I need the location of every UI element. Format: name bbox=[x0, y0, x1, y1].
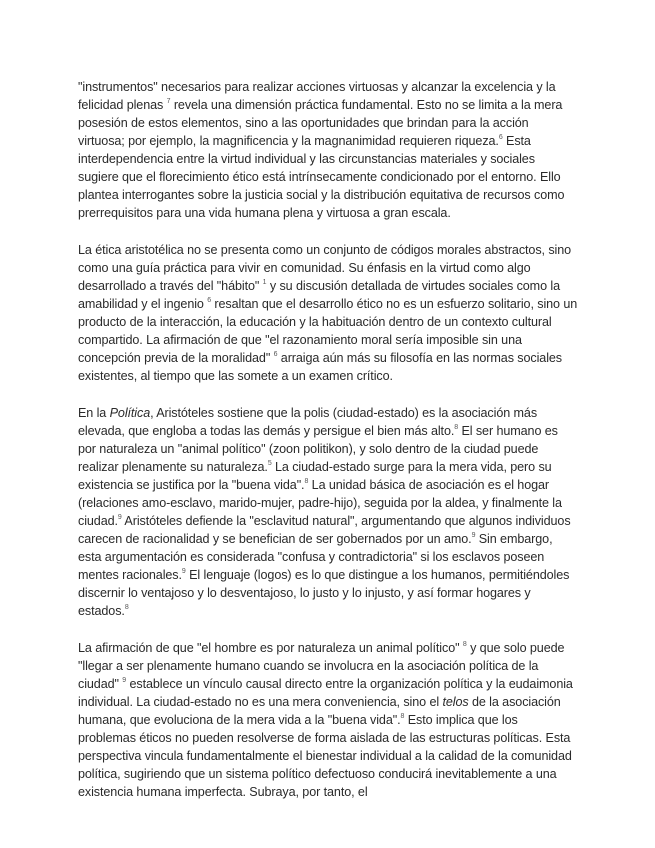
italic-text: telos bbox=[442, 694, 469, 709]
paragraph-text: y su discusión detallada de virtudes sociales como la amabilidad y el ingenio bbox=[78, 278, 560, 312]
footnote-ref: 8 bbox=[454, 423, 459, 431]
footnote-ref: 9 bbox=[117, 514, 122, 522]
footnote-ref: 6 bbox=[207, 297, 212, 305]
footnote-ref: 8 bbox=[400, 713, 405, 720]
paragraph-text: y que solo puede "llegar a ser plenamente humano cuando se involucra en la asociación política de la ciudad" bbox=[78, 640, 565, 691]
footnote-ref: 6 bbox=[498, 134, 503, 142]
paragraph-text: La ciudad-estado surge para la mera vida, pero su existencia se justifica por la "buena vida". bbox=[78, 459, 552, 492]
footnote-ref: 1 bbox=[262, 278, 267, 286]
paragraph-text: revela una dimensión práctica fundamental. Esto no se limita a la mera posesión de estos elementos, sino a las oportunidades que brindan para la acción virtuosa; por ejemplo, la magnificencia y la magnanimidad requieren riqueza. bbox=[78, 98, 563, 149]
paragraph-text: Aristóteles defiende la "esclavitud natural", argumentando que algunos individuos carecen de racionalidad y se benefician de ser gobernados por un amo. bbox=[78, 514, 571, 547]
paragraph-text: La ética aristotélica no se presenta como un conjunto de códigos morales abstractos, sino como una guía práctica para vivir en comunidad. Su énfasis en la virtud como algo desarrollado a través del "hábito" bbox=[78, 242, 572, 293]
footnote-ref: 8 bbox=[124, 604, 129, 612]
paragraph-text: arraiga aún más su filosofía en las normas sociales existentes, al tiempo que las somete a un examen crítico. bbox=[78, 351, 562, 384]
paragraph bbox=[78, 404, 578, 621]
paragraph-text: "instrumentos" necesarios para realizar acciones virtuosas y alcanzar la excelencia y la felicidad plenas bbox=[78, 80, 556, 113]
paragraph-text: La afirmación de que "el hombre es por naturaleza un animal político" bbox=[78, 640, 463, 655]
paragraph-text: La unidad básica de asociación es el hogar (relaciones amo-esclavo, marido-mujer, padre-hijo), seguida por la aldea, y finalmente la ciudad. bbox=[78, 477, 562, 529]
paragraph bbox=[78, 639, 578, 801]
paragraph bbox=[78, 241, 578, 385]
paragraph-text: resaltan que el desarrollo ético no es un esfuerzo solitario, sino un producto de la interacción, la educación y la habituación dentro de un contexto cultural compartido. La afirmación de que "el razonamiento moral sería imposible sin una concepción previa de la moralidad" bbox=[78, 297, 578, 366]
italic-text: Política bbox=[109, 405, 151, 420]
footnote-ref: 9 bbox=[471, 532, 476, 540]
paragraph-text: Esta interdependencia entre la virtud individual y las circunstancias materiales y sociales sugiere que el florecimiento ético está intrínsecamente condicionado por el entorno. Ello plantea interrogantes sobre la justicia social y la distribución equitativa de recursos como prerrequisitos para una vida humana plena y virtuosa a gran escala. bbox=[78, 134, 565, 221]
paragraph-text: establece un vínculo causal directo entre la organización política y la eudaimonia individual. La ciudad-estado no es una mera conveniencia, sino el bbox=[78, 676, 573, 709]
paragraph-text: de la asociación humana, que evoluciona de la mera vida a la "buena vida". bbox=[78, 694, 561, 727]
paragraph-text: El lenguaje (logos) es lo que distingue a los humanos, permitiéndoles discernir lo ventajoso y lo desventajoso, lo justo y lo injusto, y así formar hogares y estados. bbox=[78, 568, 570, 619]
paragraph-text: El ser humano es por naturaleza un "animal político" (zoon politikon), y solo dentro de la ciudad puede realizar plenamente su naturaleza. bbox=[78, 423, 558, 474]
footnote-ref: 5 bbox=[267, 459, 272, 467]
footnote-ref: 6 bbox=[273, 351, 278, 359]
paragraph-text: , Aristóteles sostiene que la polis (ciudad-estado) es la asociación más elevada, que engloba a todas las demás y persigue el bien más alto. bbox=[78, 405, 538, 438]
footnote-ref: 7 bbox=[166, 98, 171, 106]
footnote-ref: 8 bbox=[304, 477, 309, 485]
paragraph bbox=[78, 78, 578, 222]
footnote-ref: 8 bbox=[462, 640, 467, 648]
document-body bbox=[78, 78, 578, 820]
footnote-ref: 9 bbox=[181, 568, 186, 576]
paragraph-text: Sin embargo, esta argumentación es considerada "confusa y contradictoria" si los esclavos poseen mentes racionales. bbox=[78, 532, 553, 583]
footnote-ref: 9 bbox=[122, 676, 127, 684]
paragraph-text: En la bbox=[78, 405, 110, 420]
paragraph-text: Esto implica que los problemas éticos no pueden resolverse de forma aislada de las estructuras políticas. Esta perspectiva vincula fundamentalmente el bienestar individual a la calidad de la comunidad política, sugiriendo que un sistema político defectuoso conducirá inevitablemente a una existencia humana imperfecta. Subraya, por tanto, el bbox=[78, 713, 572, 800]
